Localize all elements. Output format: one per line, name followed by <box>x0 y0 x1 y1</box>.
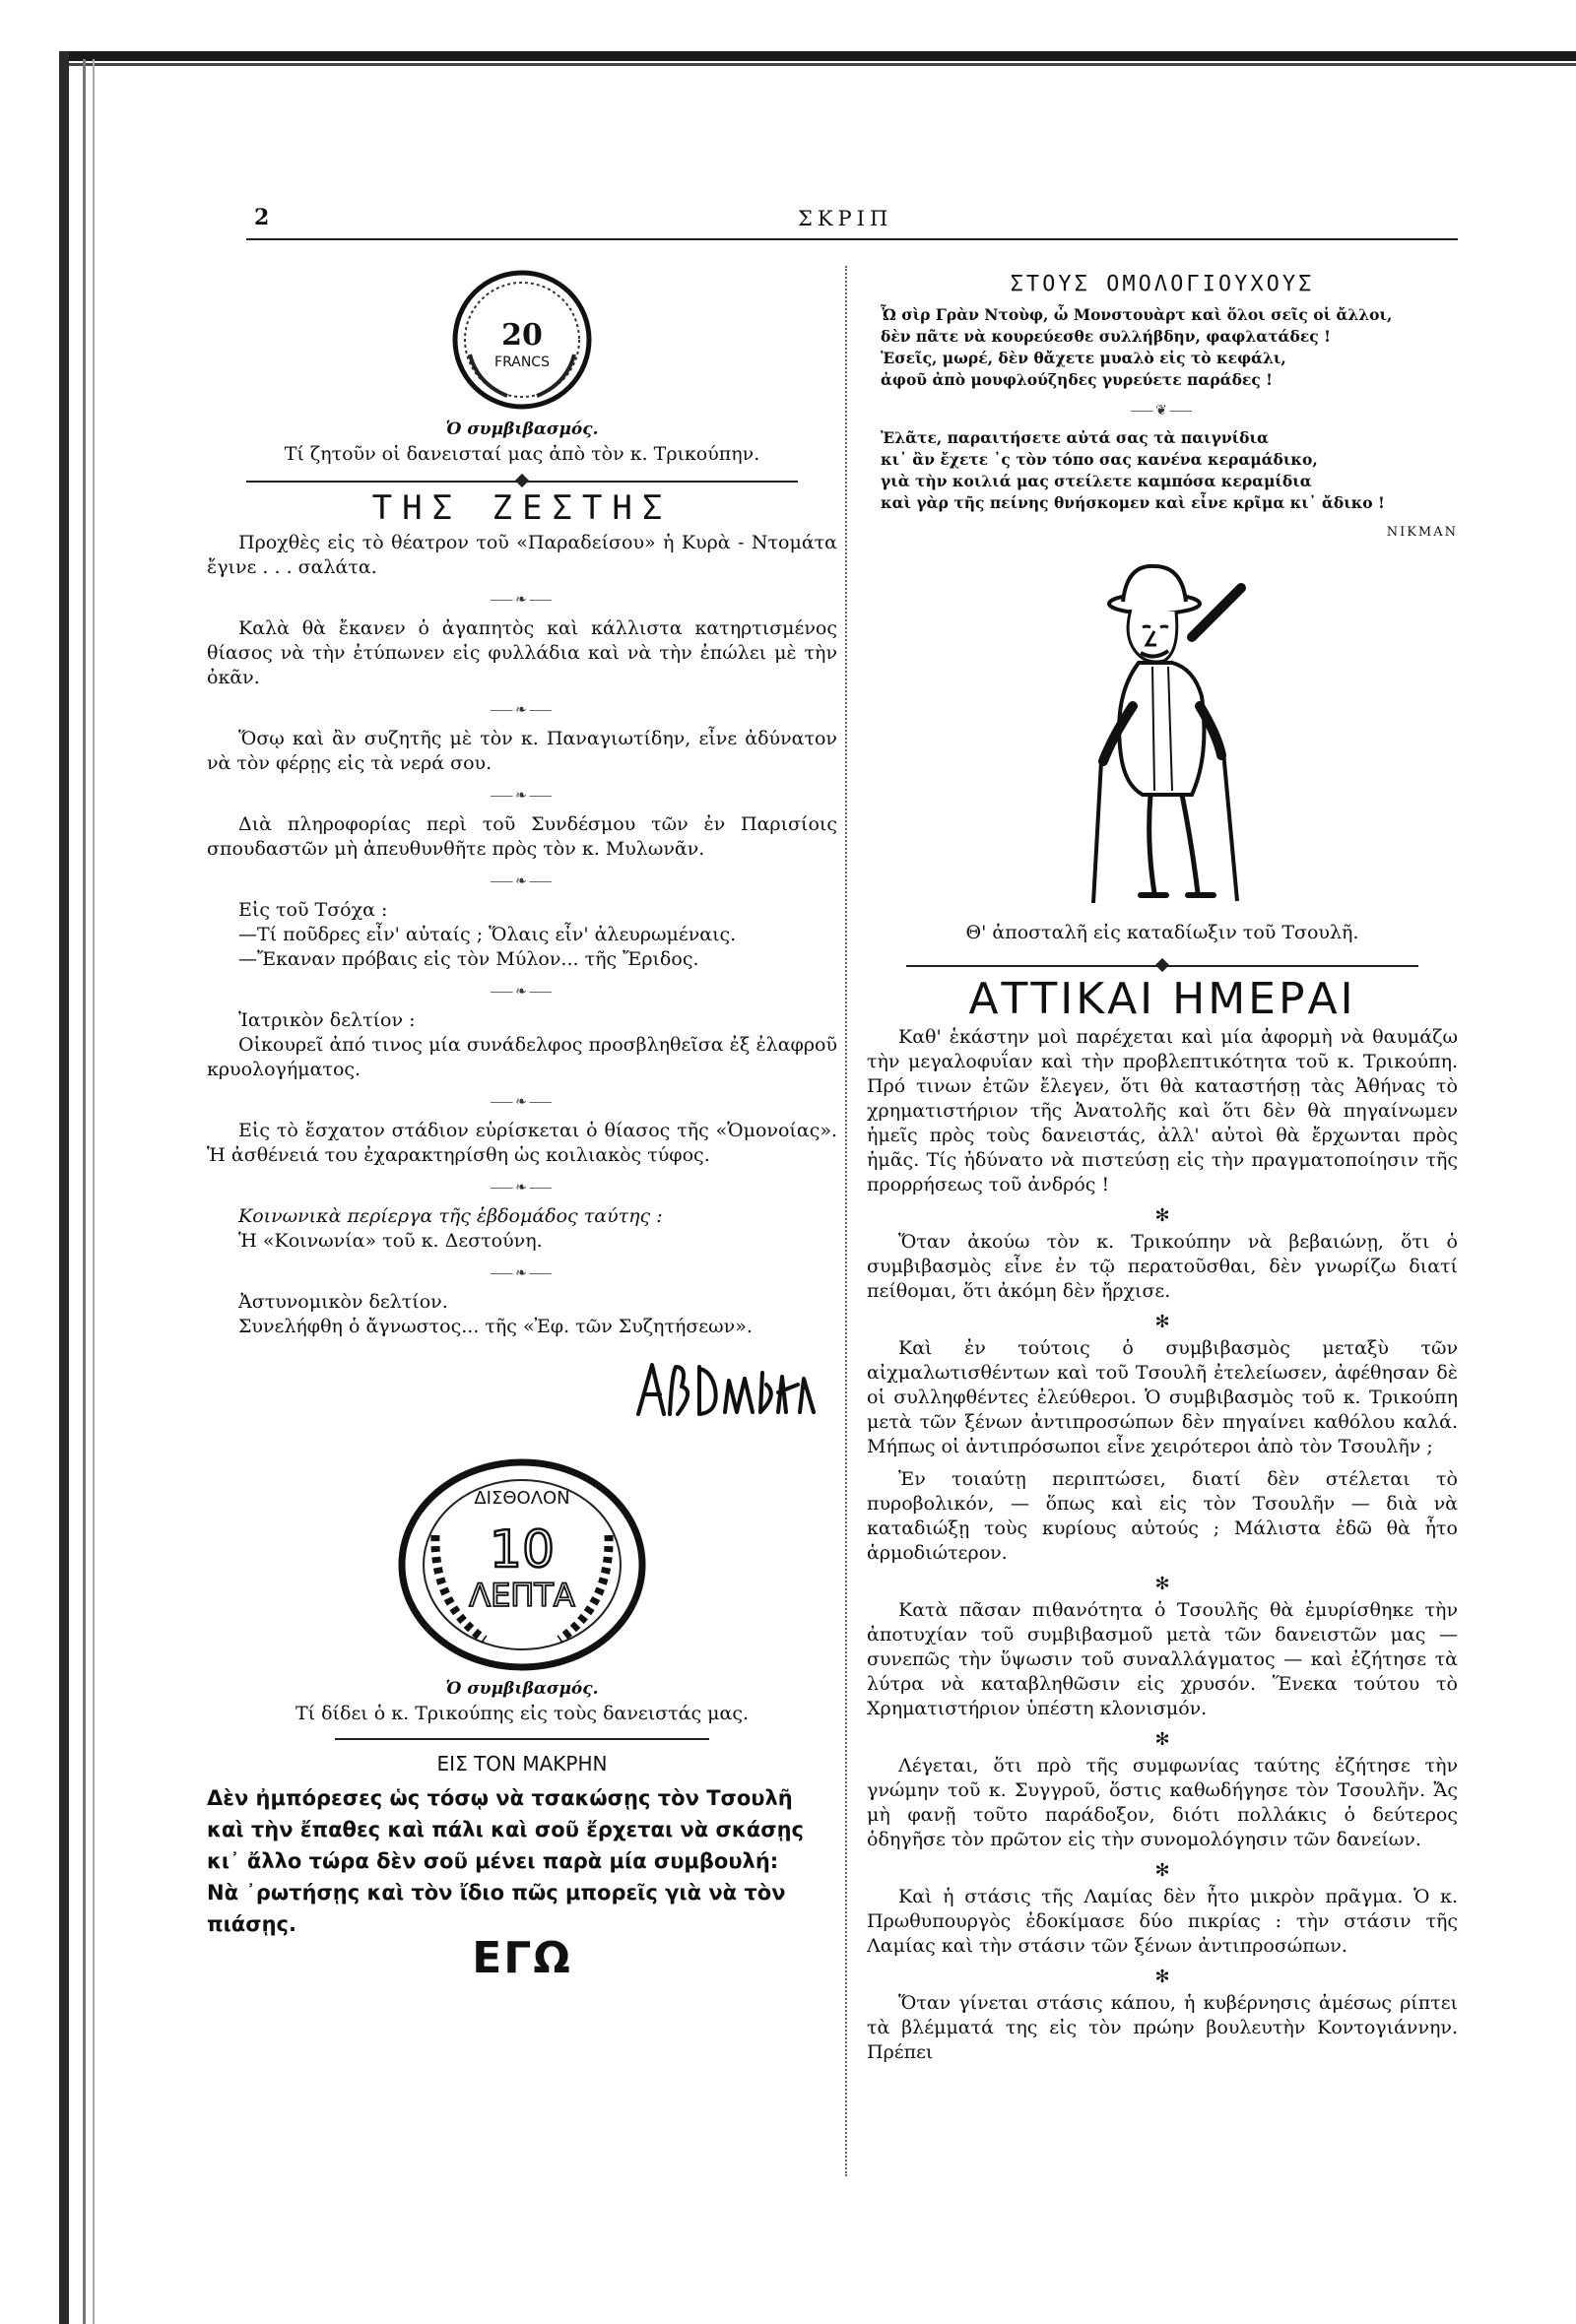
makrhn-verse <box>207 1782 837 1940</box>
poem-line: γιὰ τὴν κοιλιά μας στείλετε καμπόσα κεραμίδια <box>881 472 1312 490</box>
masthead: ΣΚΡΙΠ <box>798 207 893 230</box>
social-head: Κοινωνικὰ περίεργα τῆς ἑβδομάδος ταύτης : <box>238 1205 663 1227</box>
ornament: ⸺❦⸺ <box>1130 403 1195 419</box>
item-1: Προχθὲς εἰς τὸ θέατρον τοῦ «Παραδείσου» ἡ Κυρὰ - Ντομάτα ἔγινε . . . σαλάτα. <box>207 532 837 578</box>
right-column <box>867 266 1458 2065</box>
poem-stanza-1 <box>881 304 1458 391</box>
asterisk-separator: ✻ <box>1154 1574 1170 1594</box>
police-text: Συνελήφθη ὁ ἄγνωστος... τῆς «Ἐφ. τῶν Συζητήσεων». <box>238 1316 753 1337</box>
signature-icon <box>630 1355 818 1424</box>
handwritten-signature <box>207 1355 837 1431</box>
diamond-rule <box>246 475 798 488</box>
ornament: ⸺❧⸺ <box>490 592 555 608</box>
makrhn-signature: ΕΓΩ <box>472 1933 572 1983</box>
cartoon-caption: Θ' ἀποσταλῆ εἰς καταδίωξιν τοῦ Τσουλῆ. <box>965 922 1359 943</box>
left-column <box>207 266 837 1983</box>
poem-line: κι᾽ ἂν ἔχετε ᾿ς τὸν τόπο σας κανένα κεραμάδικο, <box>881 450 1318 469</box>
coin-icon <box>448 266 596 414</box>
medical-head: Ἰατρικὸν δελτίον : <box>238 1009 416 1031</box>
attikai-paragraph-2: Ὅταν ἀκούω τὸν κ. Τρικούπην νὰ βεβαιώνῃ, ὅτι ὁ συμβιβασμὸς εἶνε ἐν τῷ περατοῦσθαι, δὲν γνωρίζω διατί πείθομαι, ὅτι ἀκόμη δὲν ἤρχισε. <box>867 1231 1458 1302</box>
attikai-paragraph-5: Κατὰ πᾶσαν πιθανότητα ὁ Τσουλῆς θὰ ἐμυρίσθηκε τὴν ἀποτυχίαν τοῦ συμβιβασμοῦ μετὰ τῶν δανειστῶν μας — συνεπῶς τὴν ὕψωσιν τοῦ συναλλάγματος — καὶ ἐζήτησε τὰ λύτρα νὰ καταβληθῶσιν εἰς χρυσόν. Ἕνεκα τούτου τὸ Χρηματιστήριον ὑπέστη κλονισμόν. <box>867 1599 1458 1719</box>
caption-title-2: Ὁ συμβιβασμός. <box>445 1679 599 1699</box>
coin-illustration-10-lepta <box>207 1456 837 1673</box>
poem-line: δὲν πᾶτε νὰ κουρεύεσθε συλλήβδην, φαφλατάδες ! <box>881 327 1331 346</box>
dialogue-intro: Εἰς τοῦ Τσόχα : <box>238 899 388 921</box>
cartoon-old-man <box>867 558 1458 913</box>
section-title-zesths: ΤΗΣ ΖΕΣΤΗΣ <box>371 488 673 528</box>
ornament: ⸺❧⸺ <box>490 1180 555 1195</box>
verse-line: κι᾽ ἄλλο τώρα δὲν σοῦ μένει παρὰ μία συμβουλή: <box>207 1849 779 1873</box>
old-man-cartoon-icon <box>1044 558 1280 913</box>
scan-top-edge <box>59 51 1576 61</box>
verse-line: Νὰ ᾿ρωτήσῃς καὶ τὸν ἴδιο πῶς μπορεῖς γιὰ νὰ τὸν πιάσῃς. <box>207 1881 786 1936</box>
poem-line: ἀφοῦ ἀπὸ μουφλούζηδες γυρεύετε παράδες ! <box>881 370 1273 389</box>
diamond-rule <box>906 959 1418 973</box>
caption-text-2: Τί δίδει ὁ κ. Τρικούπης εἰς τοὺς δανειστάς μας. <box>295 1703 750 1724</box>
stage-text: Εἰς τὸ ἔσχατον στάδιον εὑρίσκεται ὁ θίασος τῆς «Ὁμονοίας». Ἡ ἀσθένειά του ἐχαρακτηρίσθη ὡς κοιλιακὸς τύφος. <box>207 1120 837 1166</box>
asterisk-separator: ✻ <box>1154 1312 1170 1332</box>
ornament: ⸺❧⸺ <box>490 788 555 804</box>
dialogue-line-2: —Ἔκαναν πρόβαις εἰς τὸν Μύλον... τῆς Ἔριδος. <box>238 948 699 970</box>
spacer <box>867 1459 1458 1467</box>
ornament: ⸺❧⸺ <box>490 702 555 718</box>
dialogue-line-1: —Τί ποῦδρες εἶν' αὐταίς ; Ὅλαις εἶν' ἀλευρωμέναις. <box>238 924 737 945</box>
ornament: ⸺❧⸺ <box>490 1265 555 1281</box>
asterisk-separator: ✻ <box>1154 1860 1170 1881</box>
ornament: ⸺❧⸺ <box>490 873 555 889</box>
verse-line: Δὲν ἠμπόρεσες ὡς τόσῳ νὰ τσακώσῃς τὸν Τσουλῆ <box>207 1786 793 1810</box>
poem-line: Ὦ σὶρ Γρὰν Ντοὺφ, ὦ Μονστουὰρτ καὶ ὅλοι σεῖς οἱ ἄλλοι, <box>881 305 1393 324</box>
item-4: Διὰ πληροφορίας περὶ τοῦ Συνδέσμου τῶν ἐν Παρισίοις σπουδαστῶν μὴ ἀπευθυνθῆτε πρὸς τὸν κ. Μυλωνᾶν. <box>207 813 837 860</box>
poem-stanza-2 <box>881 427 1458 514</box>
coin-illustration-20-francs <box>207 266 837 414</box>
poem-line: Ἐλᾶτε, παραιτήσετε αὐτά σας τὰ παιγνίδια <box>881 428 1269 447</box>
attikai-paragraph-7: Καὶ ἡ στάσις τῆς Λαμίας δὲν ἦτο μικρὸν πρᾶγμα. Ὁ κ. Πρωθυπουργὸς ἐδοκίμασε δύο πικρίας : τὴν στάσιν τῆς Λαμίας καὶ τὴν στάσιν τῶν ξένων ἀντιπροσώπων. <box>867 1886 1458 1957</box>
scan-left-edge-line-2 <box>93 59 95 2324</box>
coin-currency: FRANCS <box>494 355 550 370</box>
item-2: Καλὰ θὰ ἔκανεν ὁ ἀγαπητὸς καὶ κάλλιστα κατηρτισμένος θίασος νὰ τὴν ἐτύπωνεν εἰς φυλλάδια καὶ νὰ τὴν ἐπώλει μὲ τὴν ὀκᾶν. <box>207 617 837 688</box>
item-3: Ὅσῳ καὶ ἂν συζητῆς μὲ τὸν κ. Παναγιωτίδην, εἶνε ἀδύνατον νὰ τὸν φέρῃς εἰς τὰ νερά σου. <box>207 728 837 774</box>
social-text: Ἡ «Κοινωνία» τοῦ κ. Δεστούνη. <box>238 1230 543 1252</box>
coin-number: 20 <box>501 318 543 353</box>
asterisk-separator: ✻ <box>1154 1967 1170 1987</box>
medical-text: Οἰκουρεῖ ἀπό τινος μία συνάδελφος προσβληθεῖσα ἐξ ἐλαφροῦ κρυολογήματος. <box>207 1034 837 1080</box>
police-head: Ἀστυνομικὸν δελτίον. <box>238 1291 448 1313</box>
caption-title-1: Ὁ συμβιβασμός. <box>445 420 599 439</box>
attikai-paragraph-3: Καὶ ἐν τούτοις ὁ συμβιβασμὸς μεταξὺ τῶν αἰχμαλωτισθέντων καὶ τοῦ Τσουλῆ ἐτελείωσεν, ἀφέθησαν δὲ οἱ συλληφθέντες ἐλεύθεροι. Ὁ συμβιβασμὸς τοῦ κ. Τρικούπη μετὰ τῶν ξένων ἀντιπροσώπων δὲν πηγαίνει καθόλου καλά. Μήπως οἱ ἀντιπρόσωποι εἶνε χειρότεροι ἀπὸ τὸν Τσουλῆν ; <box>867 1337 1458 1457</box>
asterisk-separator: ✻ <box>1154 1205 1170 1226</box>
coin-icon <box>394 1456 650 1673</box>
page-header <box>246 205 1458 240</box>
attikai-paragraph-8: Ὅταν γίνεται στάσις κάπου, ἡ κυβέρνησις ἀμέσως ρίπτει τὰ βλέμματά της εἰς τὸν πρώην βουλευτὴν Κοντογιάννην. Πρέπει <box>867 1992 1458 2063</box>
column-divider <box>845 266 847 2176</box>
scan-left-edge-line <box>83 59 86 2324</box>
poem-signature: ΝΙΚΜΑΝ <box>1386 525 1458 540</box>
poem-line: καὶ γὰρ τῆς πείνης θνήσκομεν καὶ εἶνε κρῖμα κι᾽ ἄδικο ! <box>881 493 1385 512</box>
page-number: 2 <box>254 205 270 230</box>
verse-line: καὶ τὴν ἔπαθες καὶ πάλι καὶ σοῦ ἔρχεται νὰ σκάσῃς <box>207 1818 804 1841</box>
scan-left-edge <box>59 51 69 2324</box>
plain-rule <box>335 1732 709 1746</box>
makrhn-title: ΕΙΣ ΤΟΝ ΜΑΚΡΗΝ <box>436 1752 608 1775</box>
poem-line: Ἐσεῖς, μωρέ, δὲν θἄχετε μυαλὸ εἰς τὸ κεφάλι, <box>881 349 1286 367</box>
coin-unit: ΛΕΠΤΑ <box>469 1577 575 1614</box>
attikai-paragraph-4: Ἐν τοιαύτῃ περιπτώσει, διατί δὲν στέλεται τὸ πυροβολικόν, — ὅπως καὶ εἰς τὸν Τσουλῆν — διὰ νὰ καταδιώξῃ τοὺς κυρίους αὐτούς ; Μάλιστα ἐδῶ θὰ ἦτο ἁρμοδιώτερον. <box>867 1468 1458 1564</box>
attikai-paragraph-6: Λέγεται, ὅτι πρὸ τῆς συμφωνίας ταύτης ἐζήτησε τὴν γνώμην τοῦ κ. Συγγροῦ, ὅστις καθωδήγησε τὸν Τσουλῆν. Ἄς μὴ φανῇ τοῦτο παράδοξον, διότι πολλάκις ὁ δεύτερος ὁδηγῆσε τὸν πρῶτον εἰς τὴν συνομολόγησιν τῶν δανείων. <box>867 1755 1458 1850</box>
ornament: ⸺❧⸺ <box>490 984 555 1000</box>
coin-number: 10 <box>489 1520 556 1580</box>
scan-top-edge-line <box>59 63 1576 66</box>
asterisk-separator: ✻ <box>1154 1729 1170 1750</box>
attikai-hmerai-title: ΑΤΤΙΚΑΙ ΗΜΕΡΑΙ <box>968 974 1356 1024</box>
coin-top-text: ΔΙΣΘΟΛΟΝ <box>474 1488 570 1509</box>
attikai-paragraph-1: Καθ' ἑκάστην μοὶ παρέχεται καὶ μία ἀφορμὴ νὰ θαυμάζω τὴν μεγαλοφυΐαν καὶ τὴν προβλεπτικότητα τοῦ κ. Τρικούπη. Πρό τινων ἐτῶν ἔλεγεν, ὅτι θὰ καταστήσῃ τὰς Ἀθήνας τὸ χρηματιστήριον τῆς Ἀνατολῆς καὶ ὅτι δὲν θὰ πηγαίνωμεν ἡμεῖς πρὸς τοὺς δανειστάς, ἀλλ' αὐτοὶ θὰ ἔρχωνται πρὸς ἡμᾶς. Τίς ἠδύνατο νὰ πιστεύσῃ εἰς τὴν πραγματοποίησιν τῆς προρρήσεως τοῦ ἀνδρός ! <box>867 1026 1458 1195</box>
caption-text-1: Τί ζητοῦν οἱ δανεισταί μας ἀπὸ τὸν κ. Τρικούπην. <box>284 443 760 465</box>
poem-title: ΣΤΟΥΣ ΟΜΟΛΟΓΙΟΥΧΟΥΣ <box>1010 272 1315 296</box>
ornament: ⸺❧⸺ <box>490 1094 555 1110</box>
